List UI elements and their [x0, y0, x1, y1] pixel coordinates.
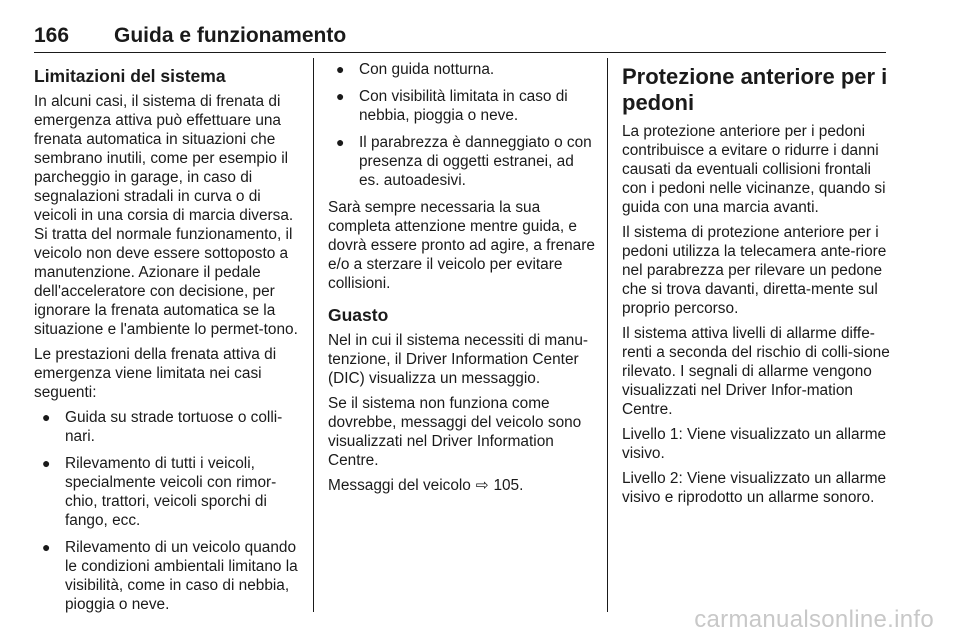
paragraph: Il sistema attiva livelli di allarme diffe-renti a seconda del rischio di colli-sione rilevato. I segnali di allarme vengono visualizzati nel Driver Infor-mation Centre.: [622, 325, 890, 418]
page-number: 166: [34, 24, 70, 47]
cross-reference: [328, 476, 598, 495]
bullet-icon: ●: [336, 134, 345, 150]
reference-page[interactable]: 105.: [493, 477, 524, 494]
list-item-text: Con visibilità limitata in caso di nebbia, pioggia o neve.: [359, 88, 568, 124]
list-item-text: Con guida notturna.: [359, 61, 495, 78]
paragraph: In alcuni casi, il sistema di frenata di emergenza attiva può effettuare una frenata automatica in situazioni che sembrano inutili, come per esempio il parcheggio in garage, in caso di segnalazioni stradali in curva o di veicoli in una corsia di marcia diversa. Si tratta del normale funzionamento, il veicolo non deve essere sottoposto a manutenzione. Azionare il pedale dell'acceleratore con decisione, per ignorare la frenata automatica se la situazione e l'ambiente lo permet-tono.: [34, 93, 298, 338]
bullet-list: [34, 408, 304, 614]
bullet-icon: ●: [336, 88, 345, 104]
column-divider: [607, 58, 608, 612]
paragraph: Se il sistema non funziona come dovrebbe, messaggi del veicolo sono visualizzati nel Driver Information Centre.: [328, 395, 582, 469]
bullet-icon: ●: [42, 455, 51, 471]
page-title: Guida e funzionamento: [114, 24, 347, 47]
list-item-text: Guida su strade tortuose o colli-nari.: [65, 409, 283, 445]
list-item: [34, 454, 304, 530]
list-item: [34, 408, 304, 446]
paragraph: Livello 2: Viene visualizzato un allarme visivo e riprodotto un allarme sonoro.: [622, 470, 887, 506]
page-header: [34, 22, 886, 53]
section-heading: Guasto: [328, 305, 389, 325]
paragraph: Nel in cui il sistema necessiti di manu-tenzione, il Driver Information Center (DIC) visualizza un messaggio.: [328, 332, 589, 387]
list-item: [328, 60, 598, 79]
list-item: [34, 538, 304, 614]
bullet-list: [328, 60, 598, 190]
paragraph: Le prestazioni della frenata attiva di emergenza viene limitata nei casi seguenti:: [34, 346, 277, 401]
bullet-icon: ●: [336, 61, 345, 77]
list-item: [328, 87, 598, 125]
paragraph: La protezione anteriore per i pedoni contribuisce a evitare o ridurre i danni causati da eventuali collisioni frontali con i pedoni nelle vicinanze, quando si guida con una marcia avanti.: [622, 123, 886, 216]
column-right: [622, 60, 894, 513]
list-item-text: Rilevamento di un veicolo quando le condizioni ambientali limitano la visibilità, come in caso di nebbia, pioggia o neve.: [65, 539, 298, 613]
column-middle: [328, 60, 598, 501]
list-item: [328, 133, 598, 190]
list-item-text: Il parabrezza è danneggiato o con presenza di oggetti estranei, ad es. autoadesivi.: [359, 134, 592, 189]
paragraph: Il sistema di protezione anteriore per i pedoni utilizza la telecamera ante-riore nel parabrezza per rilevare un pedone che si trova davanti, diretta-mente sul proprio percorso.: [622, 224, 887, 317]
section-heading: Protezione anteriore per i pedoni: [622, 64, 888, 115]
column-divider: [313, 58, 314, 612]
reference-text: Messaggi del veicolo: [328, 477, 471, 494]
paragraph: Sarà sempre necessaria la sua completa attenzione mentre guida, e dovrà essere pronto ad agire, a frenare e/o a sterzare il veicolo per evitare collisioni.: [328, 199, 595, 292]
column-left: [34, 60, 304, 622]
arrow-right-icon: ⇨: [475, 477, 489, 494]
paragraph: Livello 1: Viene visualizzato un allarme visivo.: [622, 426, 887, 462]
watermark: carmanualsonline.info: [694, 606, 934, 633]
bullet-icon: ●: [42, 409, 51, 425]
section-heading: Limitazioni del sistema: [34, 66, 226, 86]
list-item-text: Rilevamento di tutti i veicoli, specialmente veicoli con rimor-chio, trattori, veicoli sporchi di fango, ecc.: [65, 455, 277, 529]
bullet-icon: ●: [42, 539, 51, 555]
